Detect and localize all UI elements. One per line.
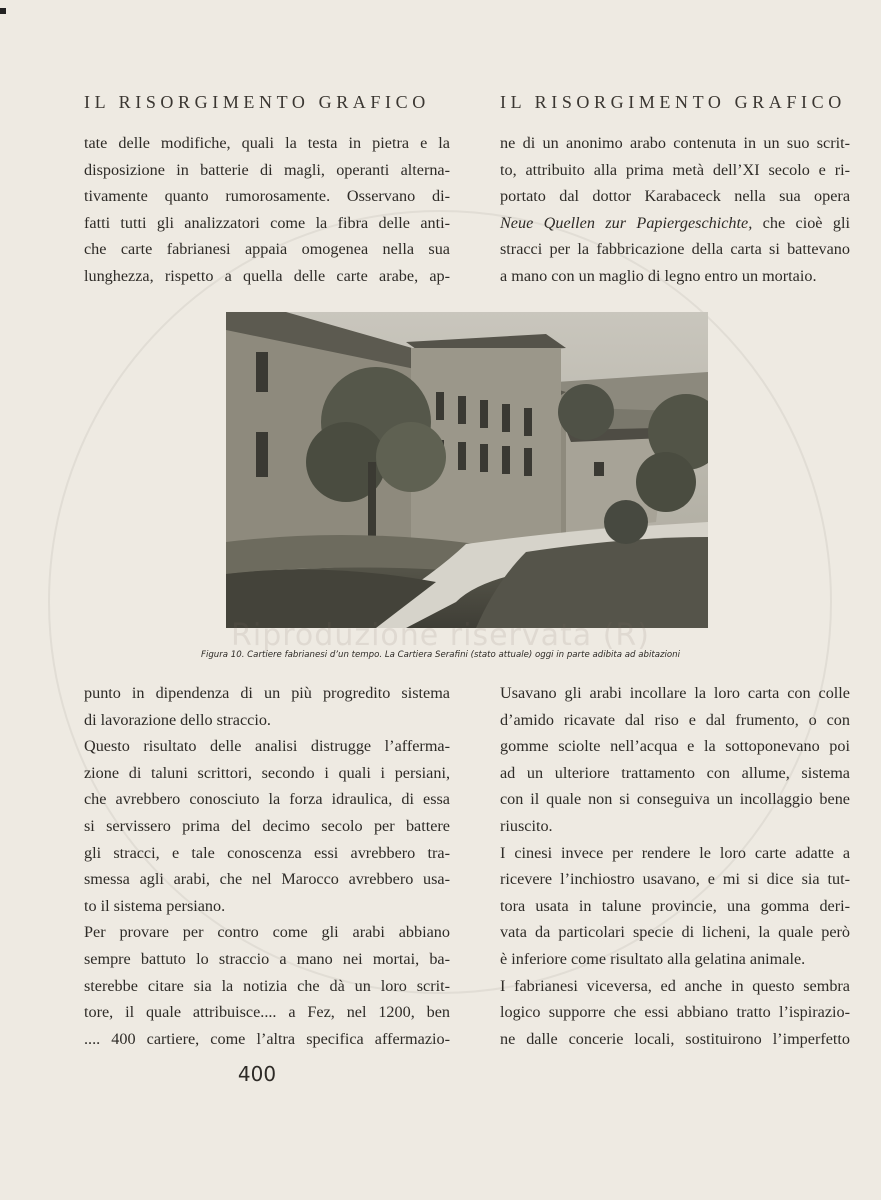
text-line: Per provare per contro come gli arabi abbiano [84,923,450,942]
text-line: si servissero prima del decimo secolo per battere [84,816,450,835]
text-line: portato dal dottor Karabaceck nella sua opera [500,187,850,206]
text-line: riuscito. [500,816,553,835]
text-line: to, attribuito alla prima metà dell’XI secolo e ri- [500,160,850,179]
text-line: a mano con un maglio di legno entro un mortaio. [500,266,817,285]
running-head-right: IL RISORGIMENTO GRAFICO [500,92,846,112]
text-line: zione di taluni scrittori, secondo i quali i persiani, [84,763,450,782]
text-line: .... 400 cartiere, come l’altra specifica affermazio- [84,1029,450,1048]
text-line: fatti tutti gli analizzatori come la fibra delle anti- [84,213,450,232]
text-line: tore, il quale attribuisce.... a Fez, nel 1200, ben [84,1003,450,1022]
text-column-top-left [84,130,450,290]
text-line: disposizione in batterie di magli, operanti alterna- [84,160,450,179]
text-line: stracci per la fabbricazione della carta si battevano [500,240,850,259]
text-line: ne di un anonimo arabo contenuta in un suo scrit- [500,134,850,152]
text-line: punto in dipendenza di un più progredito sistema [84,684,450,702]
text-line: sterebbe citare sia la notizia che dà un loro scrit- [84,976,450,995]
text-fragment: che cioè gli [752,213,850,232]
text-line: smessa agli arabi, che nel Marocco avrebbero usa- [84,870,450,889]
text-line [500,210,850,237]
figure-caption: Figura 10. Cartiere fabrianesi d’un tempo. La Cartiera Serafini (stato attuale) oggi in parte adibita ad abitazioni [201,650,680,660]
text-line: sempre battuto lo straccio a mano nei mortai, ba- [84,949,450,968]
text-line: ad un ulteriore trattamento con allume, sistema [500,763,850,782]
text-line: ne dalle concerie locali, sostituirono l’imperfetto [500,1029,850,1048]
text-line: gomme sciolte nell’acqua e la sottoponevano poi [500,737,850,756]
figure-photo-paper-mill [226,312,708,628]
watermark-text: Riproduzione riservata (R) [231,618,650,653]
text-line: gli stracci, e tale conoscenza essi avrebbero tra- [84,843,450,862]
scan-corner-mark [0,8,6,14]
text-line: vata da particolari specie di licheni, la quale però [500,923,850,942]
text-line: I fabrianesi viceversa, ed anche in questo sembra [500,976,850,995]
text-line: che carte fabrianesi appaia omogenea nella sua [84,240,450,259]
paper-mill-photo [226,312,708,628]
running-head-left: IL RISORGIMENTO GRAFICO [84,92,430,112]
text-line: Usavano gli arabi incollare la loro carta con colle [500,684,850,702]
text-column-bottom-right [500,680,850,1052]
text-line: lunghezza, rispetto a quella delle carte arabe, ap- [84,266,450,285]
text-line: tora usata in talune provincie, una gomma deri- [500,896,850,915]
text-line: ricevere l’inchiostro usavano, e mi si dice sia tut- [500,870,850,889]
text-line: che avrebbero conosciuto la forza idraulica, di essa [84,790,450,809]
text-line: d’amido ricavate dal riso e dal frumento, o con [500,710,850,729]
text-line: Questo risultato delle analisi distrugge l’afferma- [84,737,450,756]
text-column-bottom-left [84,680,450,1052]
text-line: è inferiore come risultato alla gelatina animale. [500,949,806,968]
text-line: to il sistema persiano. [84,896,226,915]
text-line: tivamente quanto rumorosamente. Osservano di- [84,187,450,206]
text-line: logico supporre che essi abbiano tratto l’ispirazio- [500,1003,850,1022]
text-line: I cinesi invece per rendere le loro carte adatte a [500,843,850,862]
text-line: tate delle modifiche, quali la testa in pietra e la [84,134,450,152]
text-line: con il quale non si conseguiva un incollaggio bene [500,790,850,809]
page-number: 400 [237,1062,277,1086]
text-column-top-right [500,130,850,290]
book-title: Neue Quellen zur Papiergeschichte, [500,213,753,232]
text-line: di lavorazione dello straccio. [84,710,271,729]
